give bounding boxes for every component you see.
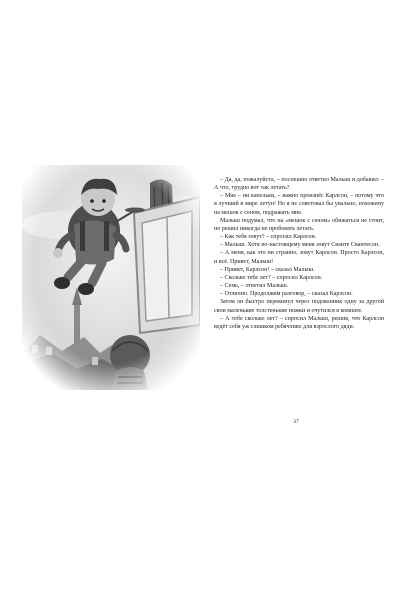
- paragraph: – А меня, как это ни странно, зовут Карлсон. Просто Карлсон, и всё. Привет, Малыш!: [214, 250, 384, 265]
- paragraph: – Да, да, пожалуйста, – поспешно ответил Малыш и добавил: – А что, трудно вот так летать?: [214, 177, 384, 192]
- paragraph: – А тебе сколько лет? – спросил Малыш, решив, что Карлсон ведёт себя уж слишком ребячливо для взрослого дяди.: [214, 315, 384, 330]
- paragraph: – Малыш. Хотя по-настоящему меня зовут Сванте Свантесон.: [220, 242, 380, 249]
- paragraph: – Сколько тебе лет? – спросил Карлсон.: [220, 274, 323, 281]
- page-number: 37: [293, 419, 299, 425]
- paragraph: – Семь, – ответил Малыш.: [220, 283, 289, 290]
- paragraph: Малыш подумал, что на «мешок с сеном» обижаться не стоит, но решил никогда не пробовать летать.: [214, 217, 384, 232]
- story-text: [214, 176, 384, 331]
- illustration-carlson-flying: [22, 165, 200, 390]
- paragraph: Затем он быстро перекинул через подоконник одну за другой свои маленькие толстенькие ножки и очутился в комнате.: [214, 299, 384, 314]
- paragraph: – Как тебя зовут? – спросил Карлсон.: [220, 234, 317, 241]
- paragraph: – Отлично. Продолжим разговор, – сказал Карлсон.: [220, 291, 353, 298]
- paragraph: – Мне – ни капельки, – важно произнёс Карлсон, – потому что я лучший в мире летун! Но я не советовал бы увально, похожему на мешок с сеном, подражать мне.: [214, 193, 384, 216]
- paragraph: – Привет, Карлсон! – сказал Малыш.: [220, 266, 315, 273]
